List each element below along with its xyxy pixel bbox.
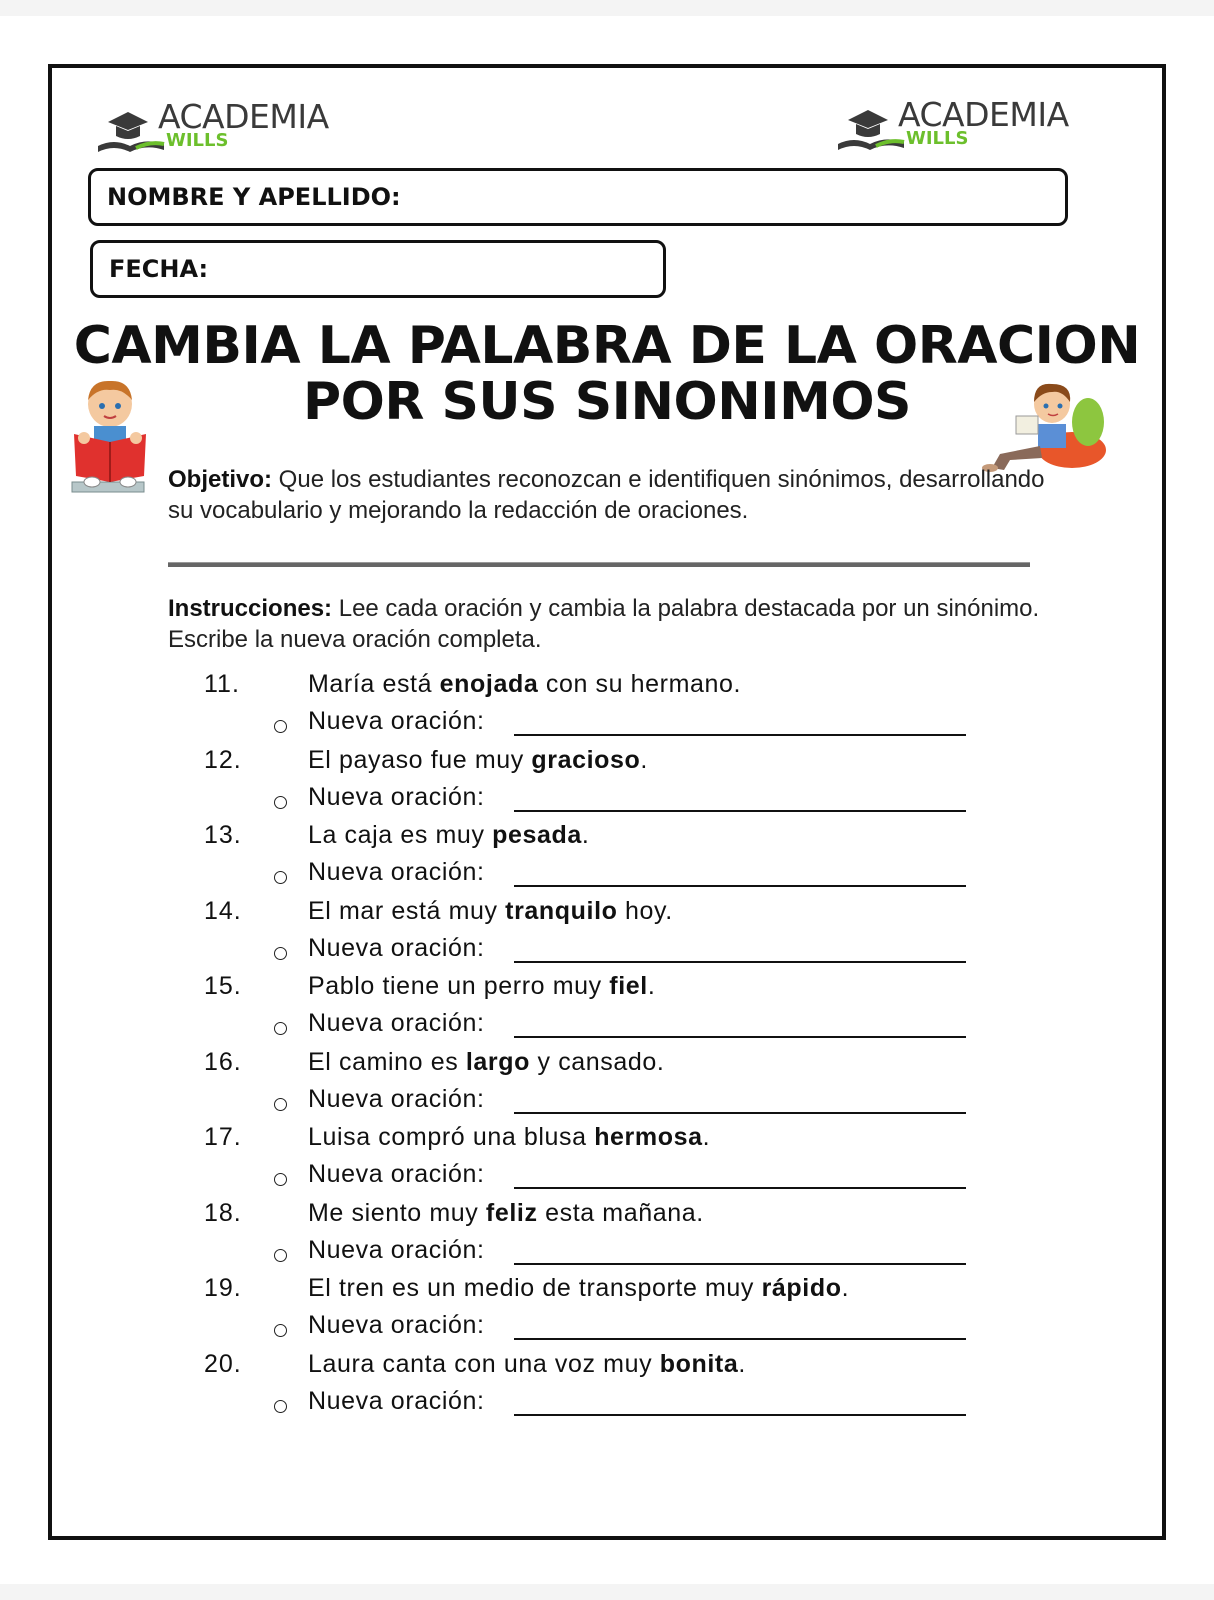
bullet-circle-icon: [274, 720, 287, 733]
answer-line[interactable]: [514, 1112, 966, 1114]
answer-label: Nueva oración:: [308, 782, 485, 811]
answer-line[interactable]: [514, 810, 966, 812]
exercise-sentence: Laura canta con una voz muy bonita.: [308, 1349, 746, 1378]
exercise-sentence: El tren es un medio de transporte muy rápido.: [308, 1274, 850, 1302]
highlighted-word: bonita: [659, 1349, 739, 1378]
highlighted-word: enojada: [439, 670, 539, 698]
answer-line[interactable]: [514, 1036, 966, 1038]
exercise-sentence: Pablo tiene un perro muy fiel.: [308, 972, 656, 1000]
name-field[interactable]: [88, 168, 1068, 226]
exercise-number: 16.: [204, 1047, 242, 1076]
exercise-number: 20.: [204, 1349, 242, 1378]
bullet-circle-icon: [274, 871, 287, 884]
exercise-number: 18.: [204, 1198, 242, 1227]
answer-label: Nueva oración:: [308, 1235, 485, 1264]
highlighted-word: gracioso: [531, 745, 641, 774]
page-title-line-2: POR SUS SINONIMOS: [303, 372, 911, 432]
answer-label: Nueva oración:: [308, 933, 485, 962]
answer-line[interactable]: [514, 885, 966, 887]
answer-label: Nueva oración:: [308, 1160, 485, 1188]
exercise-sentence: El mar está muy tranquilo hoy.: [308, 896, 673, 925]
exercise-item: [52, 1199, 1162, 1275]
exercise-list: [52, 670, 1162, 1425]
exercise-sentence: La caja es muy pesada.: [308, 821, 590, 849]
highlighted-word: rápido: [761, 1274, 842, 1302]
exercise-sentence: María está enojada con su hermano.: [308, 670, 742, 698]
bullet-circle-icon: [274, 1098, 287, 1111]
exercise-number: 17.: [204, 1123, 242, 1151]
objective-text: [168, 464, 1048, 526]
exercise-item: [52, 972, 1162, 1048]
logo-name: ACADEMIA: [898, 95, 1069, 134]
exercise-item: [52, 1350, 1162, 1426]
bullet-circle-icon: [274, 1400, 287, 1413]
bullet-circle-icon: [274, 947, 287, 960]
boy-reading-book-illustration: [70, 378, 150, 494]
worksheet-frame: [48, 64, 1166, 1540]
logo-subtitle: WILLS: [906, 128, 969, 149]
exercise-item: [52, 1274, 1162, 1350]
highlighted-word: pesada: [492, 821, 582, 849]
highlighted-word: feliz: [485, 1198, 538, 1227]
date-field-label: FECHA:: [109, 255, 209, 283]
boy-reading-beanbag-illustration: [980, 376, 1110, 476]
answer-line[interactable]: [514, 1187, 966, 1189]
date-field[interactable]: [90, 240, 666, 298]
answer-line[interactable]: [514, 1263, 966, 1265]
answer-label: Nueva oración:: [308, 1084, 485, 1113]
exercise-sentence: Luisa compró una blusa hermosa.: [308, 1123, 711, 1151]
instructions-text: [168, 593, 1048, 655]
graduation-cap-book-icon: [96, 108, 166, 158]
answer-line[interactable]: [514, 961, 966, 963]
bullet-circle-icon: [274, 1173, 287, 1186]
highlighted-word: tranquilo: [505, 896, 618, 925]
answer-label: Nueva oración:: [308, 858, 485, 886]
answer-label: Nueva oración:: [308, 1386, 485, 1415]
exercise-item: [52, 1048, 1162, 1124]
exercise-sentence: Me siento muy feliz esta mañana.: [308, 1198, 704, 1227]
logo-name: ACADEMIA: [158, 97, 329, 136]
exercise-item: [52, 670, 1162, 746]
answer-line[interactable]: [514, 1338, 966, 1340]
academia-logo-left: [96, 97, 336, 162]
exercise-number: 11.: [204, 670, 240, 698]
exercise-sentence: El payaso fue muy gracioso.: [308, 745, 648, 774]
instructions-body: Lee cada oración y cambia la palabra destacada por un sinónimo. Escribe la nueva oración completa.: [168, 595, 1040, 653]
exercise-number: 15.: [204, 972, 242, 1000]
exercise-number: 14.: [204, 896, 242, 925]
exercise-item: [52, 821, 1162, 897]
name-field-label: NOMBRE Y APELLIDO:: [107, 183, 401, 211]
answer-label: Nueva oración:: [308, 1009, 485, 1037]
highlighted-word: hermosa: [594, 1123, 703, 1151]
objective-label: Objetivo:: [168, 466, 273, 493]
bullet-circle-icon: [274, 1249, 287, 1262]
section-divider: [168, 562, 1030, 567]
answer-line[interactable]: [514, 1414, 966, 1416]
exercise-number: 19.: [204, 1274, 242, 1302]
logo-subtitle: WILLS: [166, 130, 229, 151]
page-title-line-1: CAMBIA LA PALABRA DE LA ORACION: [73, 316, 1141, 376]
exercise-number: 12.: [204, 745, 242, 774]
bullet-circle-icon: [274, 1022, 287, 1035]
answer-line[interactable]: [514, 734, 966, 736]
exercise-number: 13.: [204, 821, 242, 849]
exercise-item: [52, 746, 1162, 822]
exercise-item: [52, 897, 1162, 973]
answer-label: Nueva oración:: [308, 1311, 485, 1339]
bullet-circle-icon: [274, 1324, 287, 1337]
answer-label: Nueva oración:: [308, 707, 485, 735]
academia-logo-right: [836, 95, 1076, 160]
highlighted-word: largo: [465, 1047, 530, 1076]
objective-body: Que los estudiantes reconozcan e identifiquen sinónimos, desarrollando su vocabulario y mejorando la redacción de oraciones.: [168, 466, 1045, 524]
highlighted-word: fiel: [609, 972, 648, 1000]
graduation-cap-book-icon: [836, 106, 906, 156]
worksheet-page: [0, 16, 1214, 1584]
instructions-label: Instrucciones:: [168, 595, 333, 622]
bullet-circle-icon: [274, 796, 287, 809]
exercise-sentence: El camino es largo y cansado.: [308, 1047, 665, 1076]
exercise-item: [52, 1123, 1162, 1199]
